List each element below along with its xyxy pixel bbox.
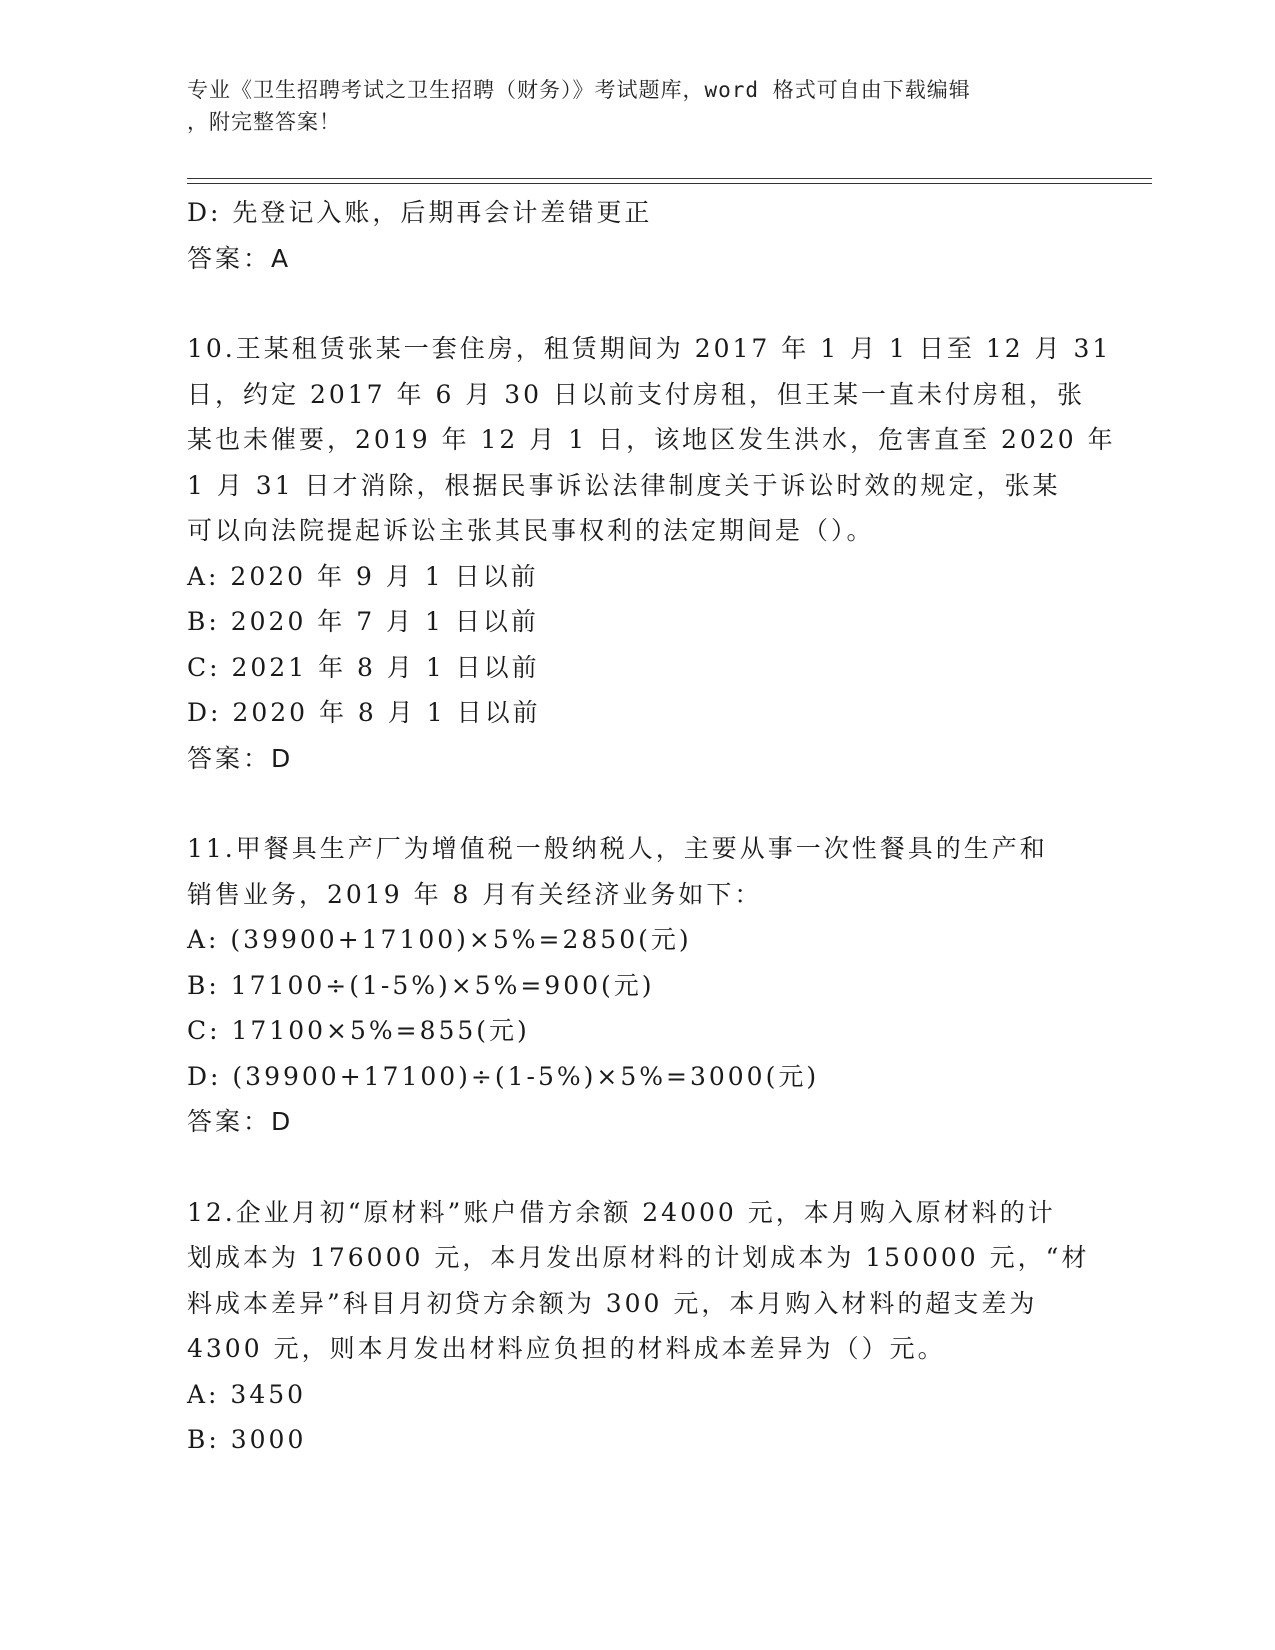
- spacer: [187, 281, 1087, 326]
- spacer: [187, 1145, 1087, 1190]
- question-stem-line: 1 月 31 日才消除，根据民事诉讼法律制度关于诉讼时效的规定，张某: [187, 470, 1061, 500]
- header-line-2: ，附完整答案！: [187, 110, 341, 134]
- question-stem-line: 料成本差异”科目月初贷方余额为 300 元，本月购入材料的超支差为: [187, 1288, 1038, 1318]
- question-11: [187, 826, 1087, 1145]
- question-stem-line: 日，约定 2017 年 6 月 30 日以前支付房租，但王某一直未付房租，张: [187, 379, 1086, 409]
- answer-line: 答案：D: [187, 743, 294, 773]
- option-d: D: (39900+17100)÷(1-5%)×5%=3000(元): [187, 1061, 820, 1091]
- option-d: D: 2020 年 8 月 1 日以前: [187, 698, 541, 727]
- question-stem-line: 12.企业月初“原材料”账户借方余额 24000 元，本月购入原材料的计: [187, 1197, 1056, 1227]
- option-d: D: 先登记入账，后期再会计差错更正: [187, 198, 653, 227]
- option-c: C: 2021 年 8 月 1 日以前: [187, 652, 540, 682]
- option-b: B: 3000: [187, 1425, 307, 1454]
- question-stem-line: 11.甲餐具生产厂为增值税一般纳税人，主要从事一次性餐具的生产和: [187, 834, 1048, 863]
- question-stem-line: 10.王某租赁张某一套住房，租赁期间为 2017 年 1 月 1 日至 12 月 31: [187, 334, 1112, 363]
- header-rule-bottom: [187, 183, 1152, 184]
- question-stem-line: 4300 元，则本月发出材料应负担的材料成本差异为（）元。: [187, 1334, 946, 1363]
- question-stem-line: 划成本为 176000 元，本月发出原材料的计划成本为 150000 元，“材: [187, 1243, 1090, 1272]
- answer-line: 答案：D: [187, 1107, 294, 1136]
- question-stem-line: 销售业务，2019 年 8 月有关经济业务如下：: [187, 879, 763, 909]
- question-12: [187, 1190, 1090, 1463]
- question-10: [187, 326, 1116, 781]
- option-a: A: (39900+17100)×5%=2850(元): [187, 925, 692, 954]
- question-stem-line: 某也未催要，2019 年 12 月 1 日，该地区发生洪水，危害直至 2020 年: [187, 425, 1116, 454]
- option-b: B: 17100÷(1-5%)×5%=900(元): [187, 970, 655, 1000]
- spacer: [187, 781, 1087, 826]
- document-body: [187, 190, 1116, 1463]
- header-rule-top: [187, 178, 1152, 179]
- question-stem-line: 可以向法院提起诉讼主张其民事权利的法定期间是（）。: [187, 516, 875, 545]
- header-line-1: 专业《卫生招聘考试之卫生招聘（财务）》考试题库，word 格式可自由下载编辑: [187, 78, 971, 102]
- page-header: [187, 74, 1067, 138]
- option-b: B: 2020 年 7 月 1 日以前: [187, 607, 539, 636]
- option-c: C: 17100×5%=855(元): [187, 1016, 530, 1045]
- option-a: A: 3450: [187, 1379, 307, 1409]
- answer-line: 答案：A: [187, 243, 292, 273]
- question-9-tail: [187, 190, 1087, 281]
- option-a: A: 2020 年 9 月 1 日以前: [187, 561, 539, 591]
